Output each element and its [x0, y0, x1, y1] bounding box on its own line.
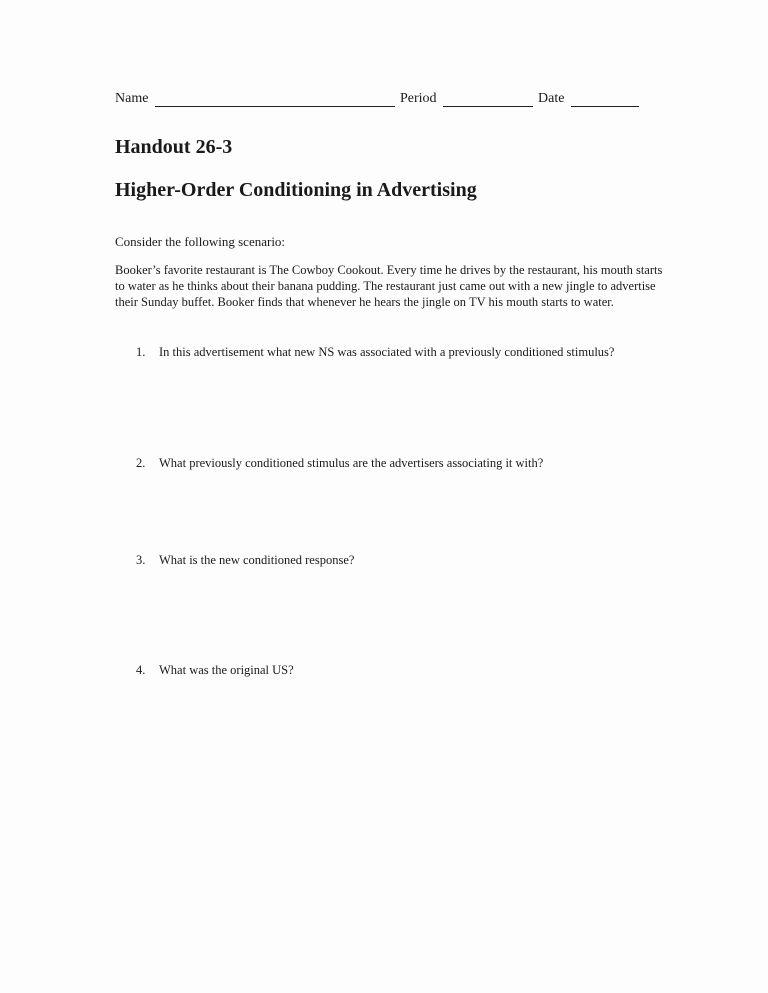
- student-info-line: [115, 91, 655, 111]
- page-title: Higher-Order Conditioning in Advertising: [115, 179, 477, 201]
- period-blank[interactable]: [443, 106, 533, 107]
- question-number: 3.: [136, 553, 146, 567]
- question-number: 4.: [136, 663, 146, 677]
- question-text: What was the original US?: [159, 663, 294, 677]
- question-number: 1.: [136, 345, 146, 359]
- name-blank[interactable]: [155, 106, 395, 107]
- date-blank[interactable]: [571, 106, 639, 107]
- scenario-paragraph: Booker’s favorite restaurant is The Cowboy Cookout. Every time he drives by the restaurant, his mouth starts to water as he thinks about their banana pudding. The restaurant just came out with a new jingle to advertise their Sunday buffet. Booker finds that whenever he hears the jingle on TV his mouth starts to water.: [115, 263, 663, 309]
- question-text: What is the new conditioned response?: [159, 553, 355, 567]
- question-text: What previously conditioned stimulus are the advertisers associating it with?: [159, 456, 544, 470]
- question-text: In this advertisement what new NS was associated with a previously conditioned stimulus?: [159, 345, 615, 359]
- question-number: 2.: [136, 456, 146, 470]
- period-label: Period: [400, 91, 437, 106]
- name-label: Name: [115, 91, 149, 106]
- handout-number: Handout 26-3: [115, 136, 233, 158]
- date-label: Date: [538, 91, 565, 106]
- intro-text: Consider the following scenario:: [115, 234, 286, 249]
